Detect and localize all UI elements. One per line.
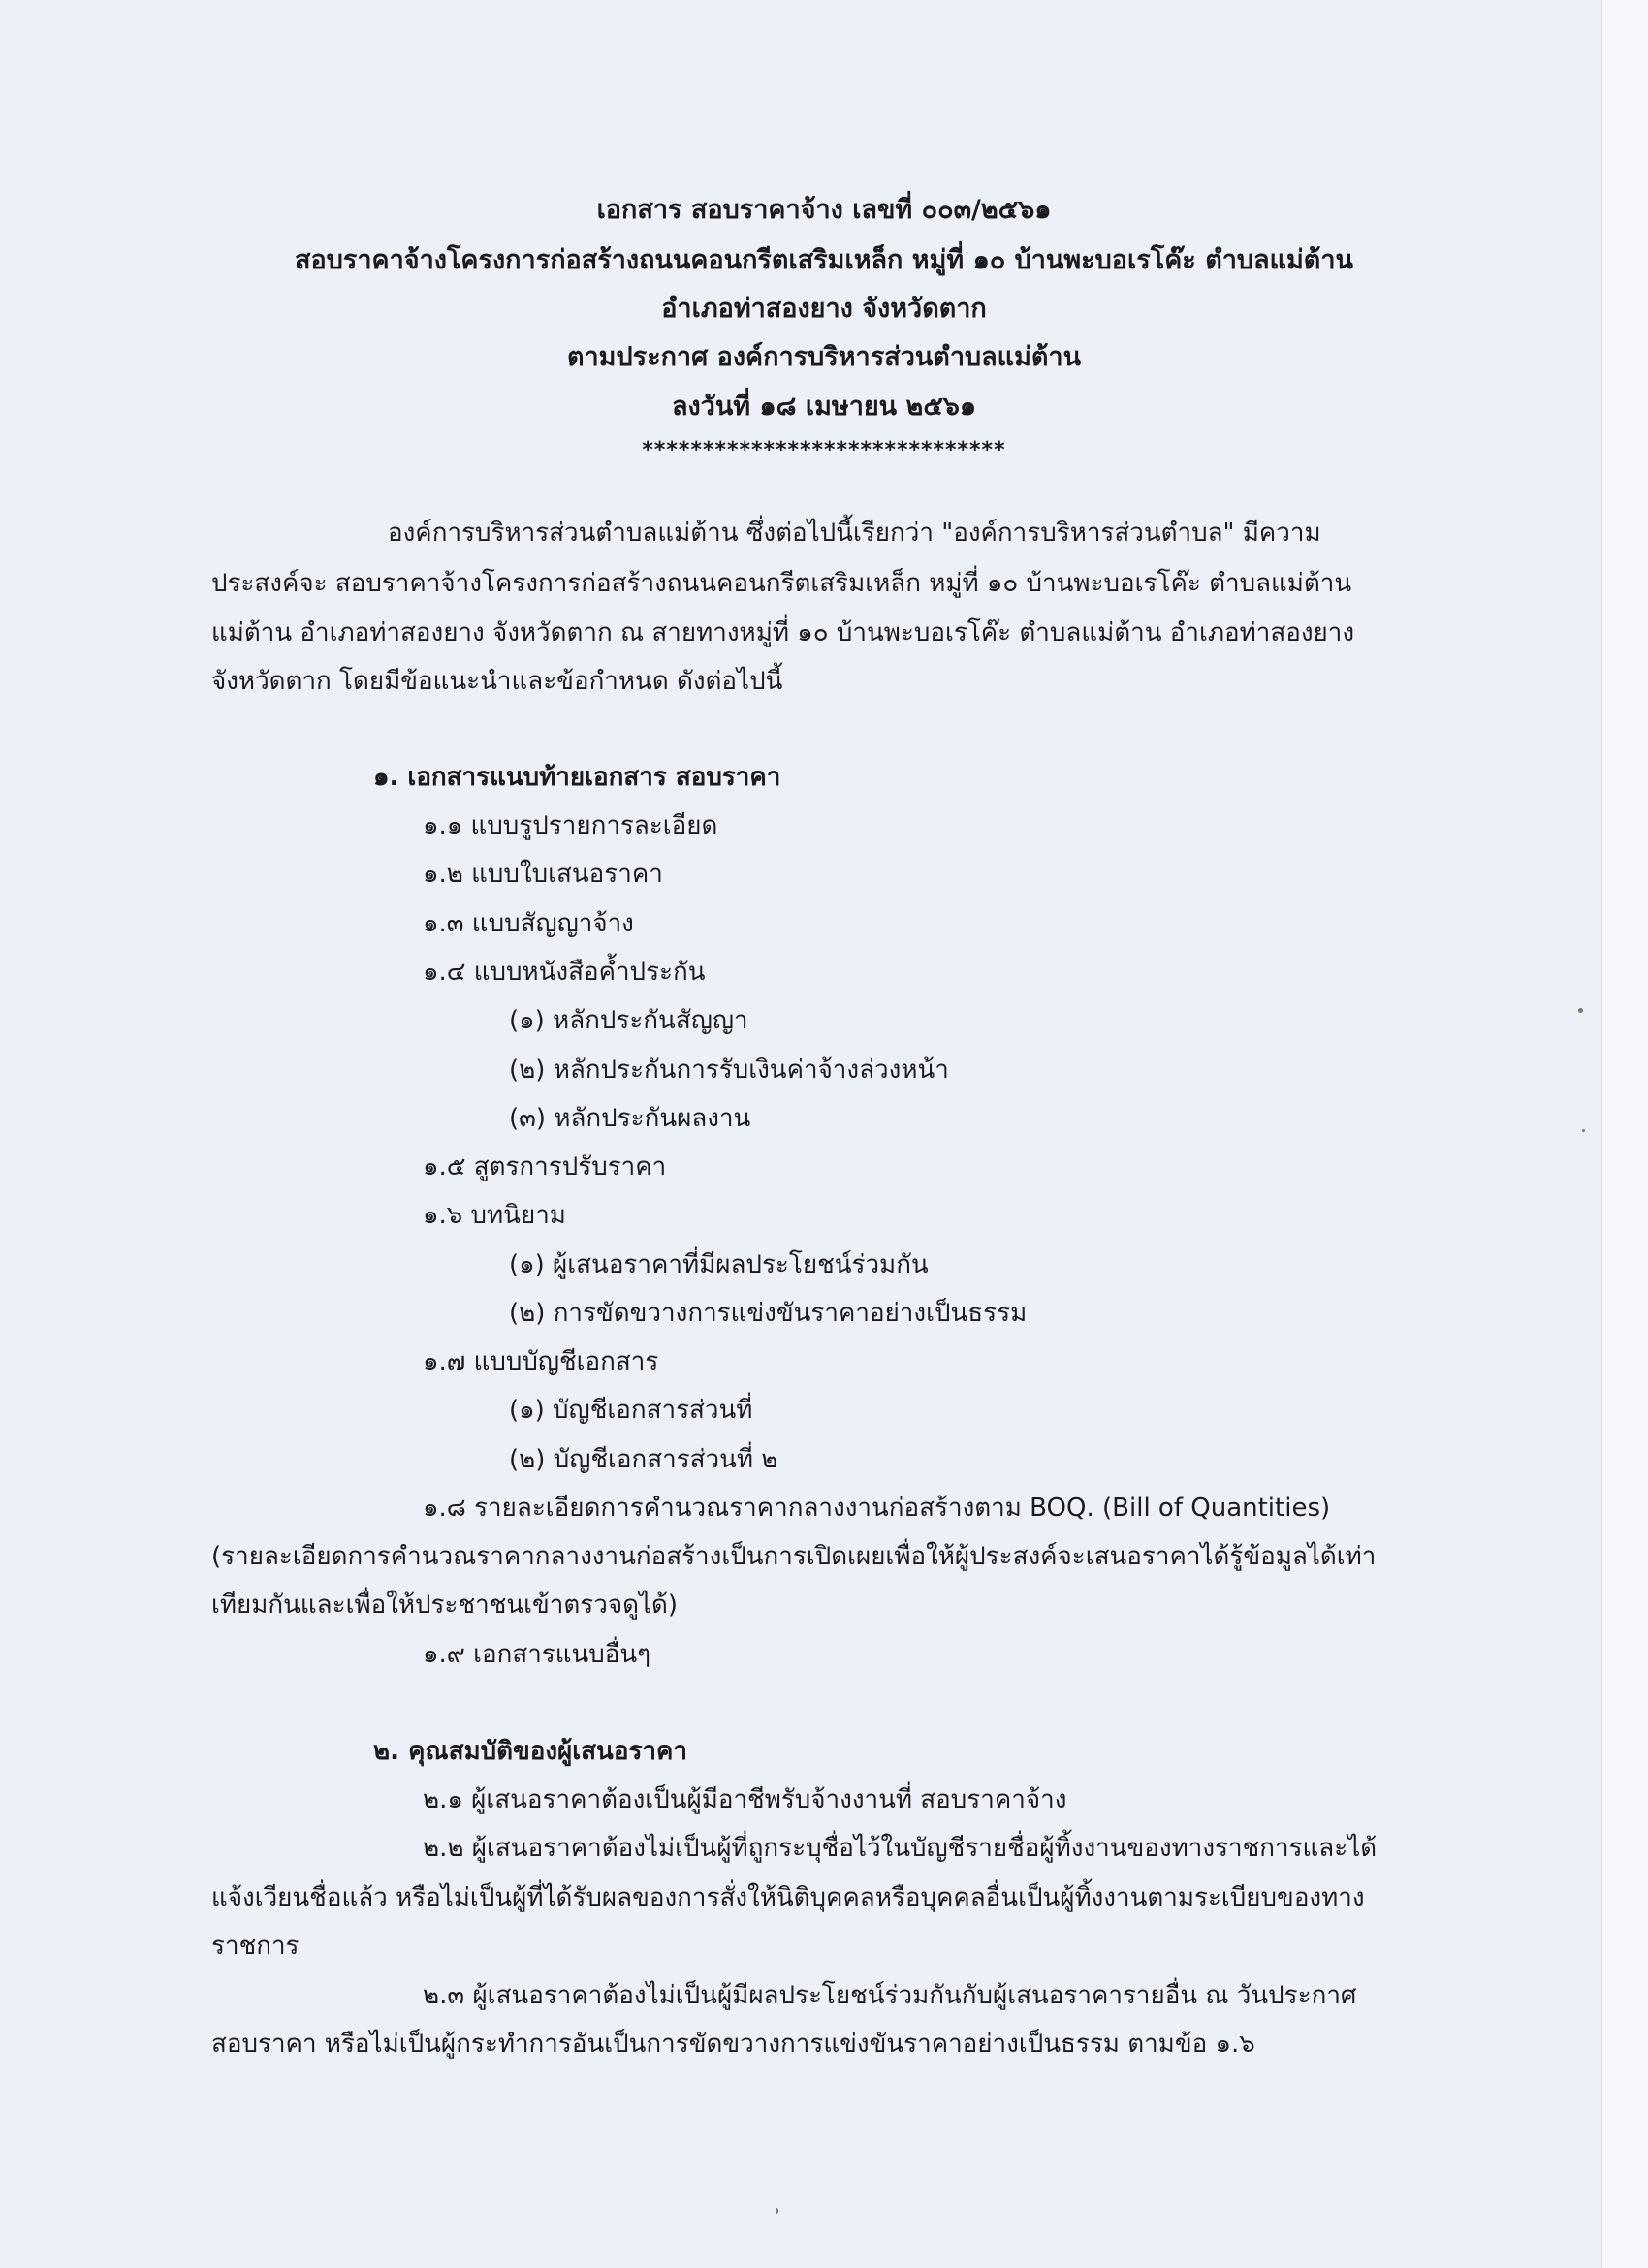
scan-speck [776, 2208, 778, 2214]
announcement-date: ลงวันที่ ๑๘ เมษายน ๒๕๖๑ [671, 392, 977, 422]
list-item: ๑.๓ แบบสัญญาจ้าง [423, 909, 634, 938]
list-item-continuation: ราชการ [211, 1932, 300, 1961]
intro-line-1: องค์การบริหารส่วนตำบลแม่ต้าน ซึ่งต่อไปนี้เรียกว่า "องค์การบริหารส่วนตำบล" มีความ [388, 519, 1321, 548]
intro-line-3: แม่ต้าน อำเภอท่าสองยาง จังหวัดตาก ณ สายทางหมู่ที่ ๑๐ บ้านพะบอเรโค๊ะ ตำบลแม่ต้าน อำเภอท่าสองยาง [211, 618, 1355, 647]
scan-speck [1578, 1008, 1583, 1013]
list-item: ๑.๖ บทนิยาม [423, 1201, 566, 1230]
list-item-continuation: แจ้งเวียนชื่อแล้ว หรือไม่เป็นผู้ที่ได้รับผลของการสั่งให้นิติบุคคลหรือบุคคลอื่นเป็นผู้ทิ้งงานตามระเบียบของทาง [211, 1883, 1365, 1912]
list-item-continuation: เทียมกันและเพื่อให้ประชาชนเข้าตรวจดูได้) [211, 1591, 679, 1620]
list-item: ๒.๒ ผู้เสนอราคาต้องไม่เป็นผู้ที่ถูกระบุชื่อไว้ในบัญชีรายชื่อผู้ทิ้งงานของทางราชการและได้ [423, 1834, 1378, 1863]
intro-line-2: ประสงค์จะ สอบราคาจ้างโครงการก่อสร้างถนนคอนกรีตเสริมเหล็ก หมู่ที่ ๑๐ บ้านพะบอเรโค๊ะ ตำบลแม่ต้าน [211, 569, 1352, 598]
list-item: ๑.๔ แบบหนังสือค้ำประกัน [423, 958, 706, 987]
intro-line-4: จังหวัดตาก โดยมีข้อแนะนำและข้อกำหนด ดังต่อไปนี้ [211, 667, 783, 696]
scan-speck [1582, 1129, 1585, 1132]
sub-list-item: (๑) หลักประกันสัญญา [509, 1006, 748, 1035]
list-item: ๑.๘ รายละเอียดการคำนวณราคากลางงานก่อสร้างตาม BOQ. (Bill of Quantities) [423, 1494, 1331, 1523]
list-item: ๑.๑ แบบรูปรายการละเอียด [423, 811, 718, 840]
list-item: ๒.๑ ผู้เสนอราคาต้องเป็นผู้มีอาชีพรับจ้างงานที่ สอบราคาจ้าง [423, 1785, 1067, 1814]
scanner-margin [1601, 0, 1648, 2268]
list-item: ๒.๓ ผู้เสนอราคาต้องไม่เป็นผู้มีผลประโยชน์ร่วมกันกับผู้เสนอราคารายอื่น ณ วันประกาศ [423, 1981, 1357, 2010]
sub-list-item: (๒) หลักประกันการรับเงินค่าจ้างล่วงหน้า [509, 1055, 949, 1085]
project-title: สอบราคาจ้างโครงการก่อสร้างถนนคอนกรีตเสริมเหล็ก หมู่ที่ ๑๐ บ้านพะบอเรโค๊ะ ตำบลแม่ต้าน [295, 245, 1353, 275]
list-item: ๑.๒ แบบใบเสนอราคา [423, 860, 663, 889]
list-item-continuation: สอบราคา หรือไม่เป็นผู้กระทำการอันเป็นการขัดขวางการแข่งขันราคาอย่างเป็นธรรม ตามข้อ ๑.๖ [211, 2030, 1255, 2059]
sub-list-item: (๒) การขัดขวางการแข่งขันราคาอย่างเป็นธรรม [509, 1299, 1028, 1328]
sub-list-item: (๑) บัญชีเอกสารส่วนที่ [509, 1396, 753, 1425]
list-item: ๑.๙ เอกสารแนบอื่นๆ [423, 1640, 651, 1669]
announcement-by: ตามประกาศ องค์การบริหารส่วนตำบลแม่ต้าน [566, 342, 1082, 372]
document-number-title: เอกสาร สอบราคาจ้าง เลขที่ ๐๐๓/๒๕๖๑ [596, 195, 1052, 225]
section-1-heading: ๑. เอกสารแนบท้ายเอกสาร สอบราคา [373, 763, 781, 792]
sub-list-item: (๒) บัญชีเอกสารส่วนที่ ๒ [509, 1445, 778, 1474]
list-item: ๑.๗ แบบบัญชีเอกสาร [423, 1347, 659, 1376]
list-item-continuation: (รายละเอียดการคำนวณราคากลางงานก่อสร้างเป็นการเปิดเผยเพื่อให้ผู้ประสงค์จะเสนอราคาได้รู้ข้อมูลได้เท่า [211, 1542, 1377, 1571]
district-province: อำเภอท่าสองยาง จังหวัดตาก [661, 294, 987, 324]
star-divider: ****************************** [642, 438, 1006, 462]
list-item: ๑.๕ สูตรการปรับราคา [423, 1152, 667, 1181]
sub-list-item: (๓) หลักประกันผลงาน [509, 1104, 751, 1133]
sub-list-item: (๑) ผู้เสนอราคาที่มีผลประโยชน์ร่วมกัน [509, 1250, 929, 1279]
section-2-heading: ๒. คุณสมบัติของผู้เสนอราคา [373, 1737, 687, 1766]
